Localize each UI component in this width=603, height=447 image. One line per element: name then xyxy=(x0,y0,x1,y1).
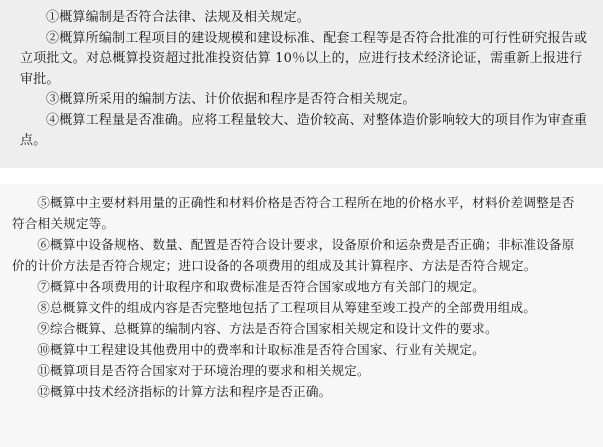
paragraph-item-12: ⑫概算中技术经济指标的计算方法和程序是否正确。 xyxy=(37,384,332,399)
paragraph-item-1: ①概算编制是否符合法律、法规及相关规定。 xyxy=(46,10,311,25)
paragraph-item-11: ⑪概算项目是否符合国家对于环境治理的要求和相关规定。 xyxy=(37,363,370,378)
top-text-panel xyxy=(0,0,603,168)
paragraph-item-9: ⑨综合概算、总概算的编制内容、方法是否符合国家相关规定和设计文件的要求。 xyxy=(37,321,498,336)
paragraph-item-5: ⑤概算中主要材料用量的正确性和材料价格是否符合工程所在地的价格水平，材料价差调整是否符合相关规定等。 xyxy=(12,195,575,231)
paragraph-item-2: ②概算所编制工程项目的建设规模和建设标准、配套工程等是否符合批准的可行性研究报告或立项批文。对总概算投资超过批准投资估算 10％以上的，应进行技术经济论证，需重新上报进行审批。 xyxy=(20,30,588,87)
paragraph-item-6: ⑥概算中设备规格、数量、配置是否符合设计要求，设备原价和运杂费是否正确；非标准设备原价的计价方法是否符合规定；进口设备的各项费用的组成及其计算程序、方法是否符合规定。 xyxy=(12,237,575,273)
paragraph-item-3: ③概算所采用的编制方法、计价依据和程序是否符合相关规定。 xyxy=(46,92,416,107)
section-divider xyxy=(0,168,603,184)
bottom-text-panel xyxy=(0,184,603,447)
paragraph-item-4: ④概算工程量是否准确。应将工程量较大、造价较高、对整体造价影响较大的项目作为审查重点。 xyxy=(20,112,588,148)
paragraph-item-10: ⑩概算中工程建设其他费用中的费率和计取标准是否符合国家、行业有关规定。 xyxy=(37,342,485,357)
paragraph-item-8: ⑧总概算文件的组成内容是否完整地包括了工程项目从筹建至竣工投产的全部费用组成。 xyxy=(37,300,537,315)
paragraph-item-7: ⑦概算中各项费用的计取程序和取费标准是否符合国家或地方有关部门的规定。 xyxy=(37,279,485,294)
